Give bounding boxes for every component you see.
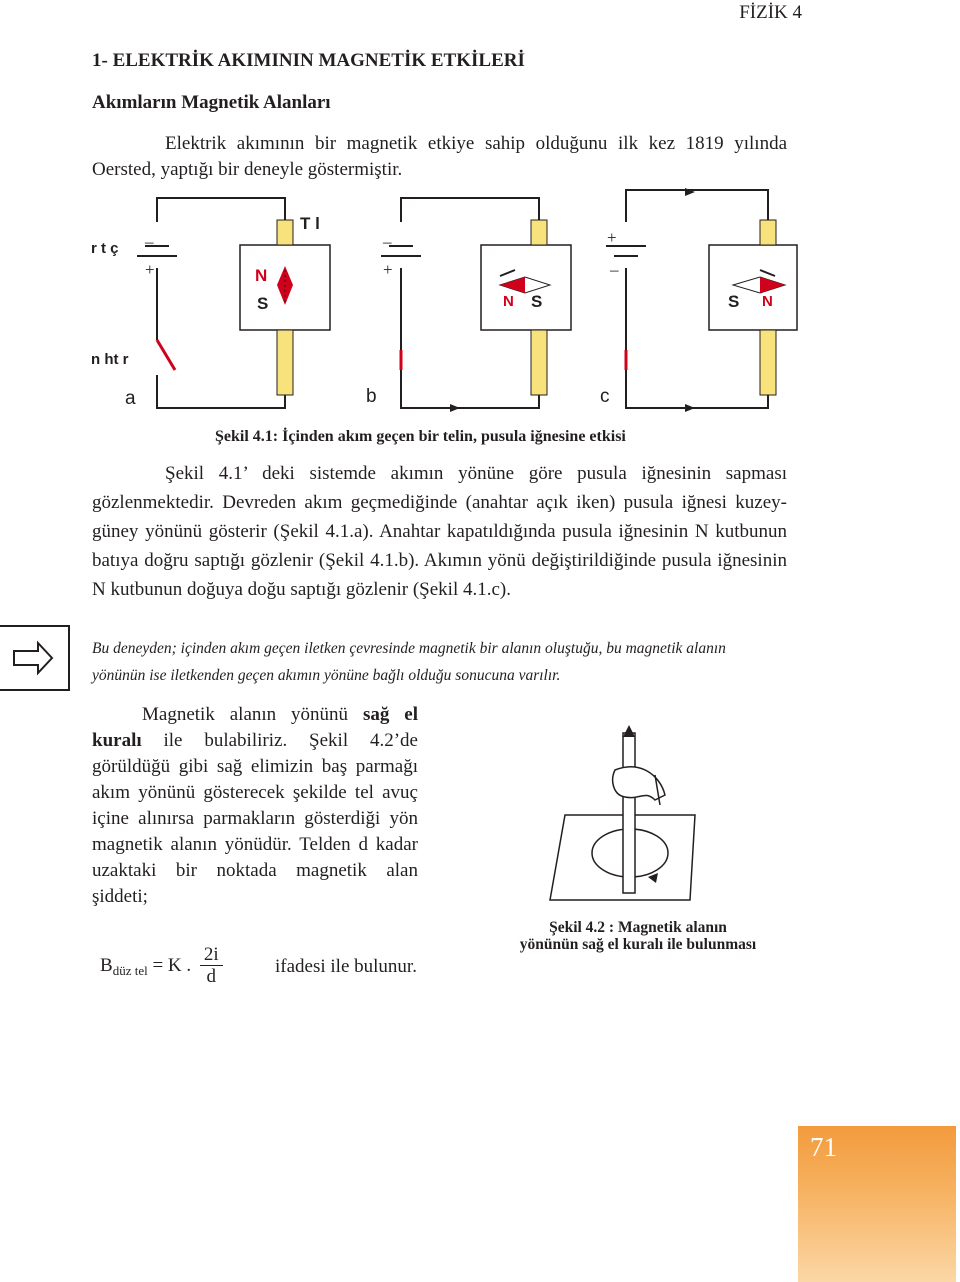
section-title: 1- ELEKTRİK AKIMININ MAGNETİK ETKİLERİ [92, 50, 525, 71]
page-number-tab [798, 1126, 956, 1282]
formula-rhs: = K . [152, 954, 192, 976]
plus-b: + [383, 260, 393, 279]
formula-subscript: düz tel [112, 962, 148, 978]
plus-c: + [607, 228, 617, 247]
minus-b: – [383, 232, 392, 251]
wire-label: T l [300, 214, 320, 233]
switch-label: n ht r [91, 351, 129, 368]
formula-fraction [200, 945, 223, 988]
label-a: a [125, 388, 136, 409]
figure-4-2-caption-line1: Şekil 4.2 : Magnetik alanın [549, 919, 727, 936]
formula-symbol: B [100, 954, 113, 976]
intro-paragraph: Elektrik akımının bir magnetik etkiye sahip olduğunu ilk kez 1819 yılında Oersted, yaptığı bir deneyle göstermiştir. [92, 133, 787, 180]
formula-suffix: ifadesi ile bulunur. [275, 956, 417, 977]
plus-a: + [145, 260, 155, 279]
rule-bold-term: sağ el kuralı [92, 704, 419, 751]
compass-c-north: N [762, 293, 773, 310]
figure-4-2-caption [502, 919, 774, 953]
subject-header: FİZİK 4 [739, 2, 802, 23]
figure-4-2-caption-line2: yönünün sağ el kuralı ile bulunması [519, 936, 757, 953]
minus-a: – [145, 232, 154, 251]
right-hand-rule-paragraph [92, 702, 418, 910]
section-subtitle: Akımların Magnetik Alanları [92, 92, 331, 113]
rule-text-1: Magnetik alanın yönünü [142, 704, 363, 725]
label-b: b [366, 386, 377, 407]
compass-b-north: N [503, 293, 514, 310]
formula-denominator: d [206, 966, 217, 987]
conclusion-note: Bu deneyden; içinden akım geçen iletken çevresinde magnetik bir alanın oluştuğu, bu magnetik alanın yönünün ise iletkenden geçen akımın yönüne bağlı olduğu sonucuna varılır. [92, 640, 726, 684]
battery-label: r t ç [91, 240, 119, 257]
figure-4-2-right-hand-rule [545, 725, 725, 905]
minus-c: – [610, 260, 619, 279]
rule-text-2: ile bulabiliriz. Şekil 4.2’de görüldüğü gibi sağ elimizin baş parmağı akım yönünü gösterecek şekilde tel avuç içine alınırsa parmakların gösterdiği yön magnetik alanın yönüdür. Telden d kadar uzaktaki bir noktada magnetik alan şiddeti; [92, 730, 418, 907]
compass-c-south: S [728, 292, 740, 311]
compass-a-south: S [257, 294, 269, 313]
compass-a-north: N [255, 266, 268, 285]
note-marker [0, 625, 70, 691]
figure-4-1-caption: Şekil 4.1: İçinden akım geçen bir telin, pusula iğnesine etkisi [215, 428, 626, 445]
formula-numerator: 2i [200, 945, 223, 966]
magnetic-field-formula [100, 945, 223, 988]
compass-b-south: S [531, 292, 543, 311]
page-number: 71 [810, 1132, 837, 1162]
figure-4-1 [85, 180, 805, 425]
explanation-paragraph: Şekil 4.1’ deki sistemde akımın yönüne göre pusula iğnesinin sapması gözlenmektedir. Devreden akım geçmediğinde (anahtar açık iken) pusula iğnesi kuzey-güney yönünü gösterir (Şekil 4.1.a). Anahtar kapatıldığında pusula iğnesinin N kutbunun batıya doğru saptığı gözlenir (Şekil 4.1.b). Akımın yönü değiştirildiğinde pusula iğnesinin N kutbunun doğuya doğu saptığı gözlenir (Şekil 4.1.c). [92, 463, 787, 600]
label-c: c [600, 386, 610, 407]
arrow-right-icon [0, 627, 60, 689]
